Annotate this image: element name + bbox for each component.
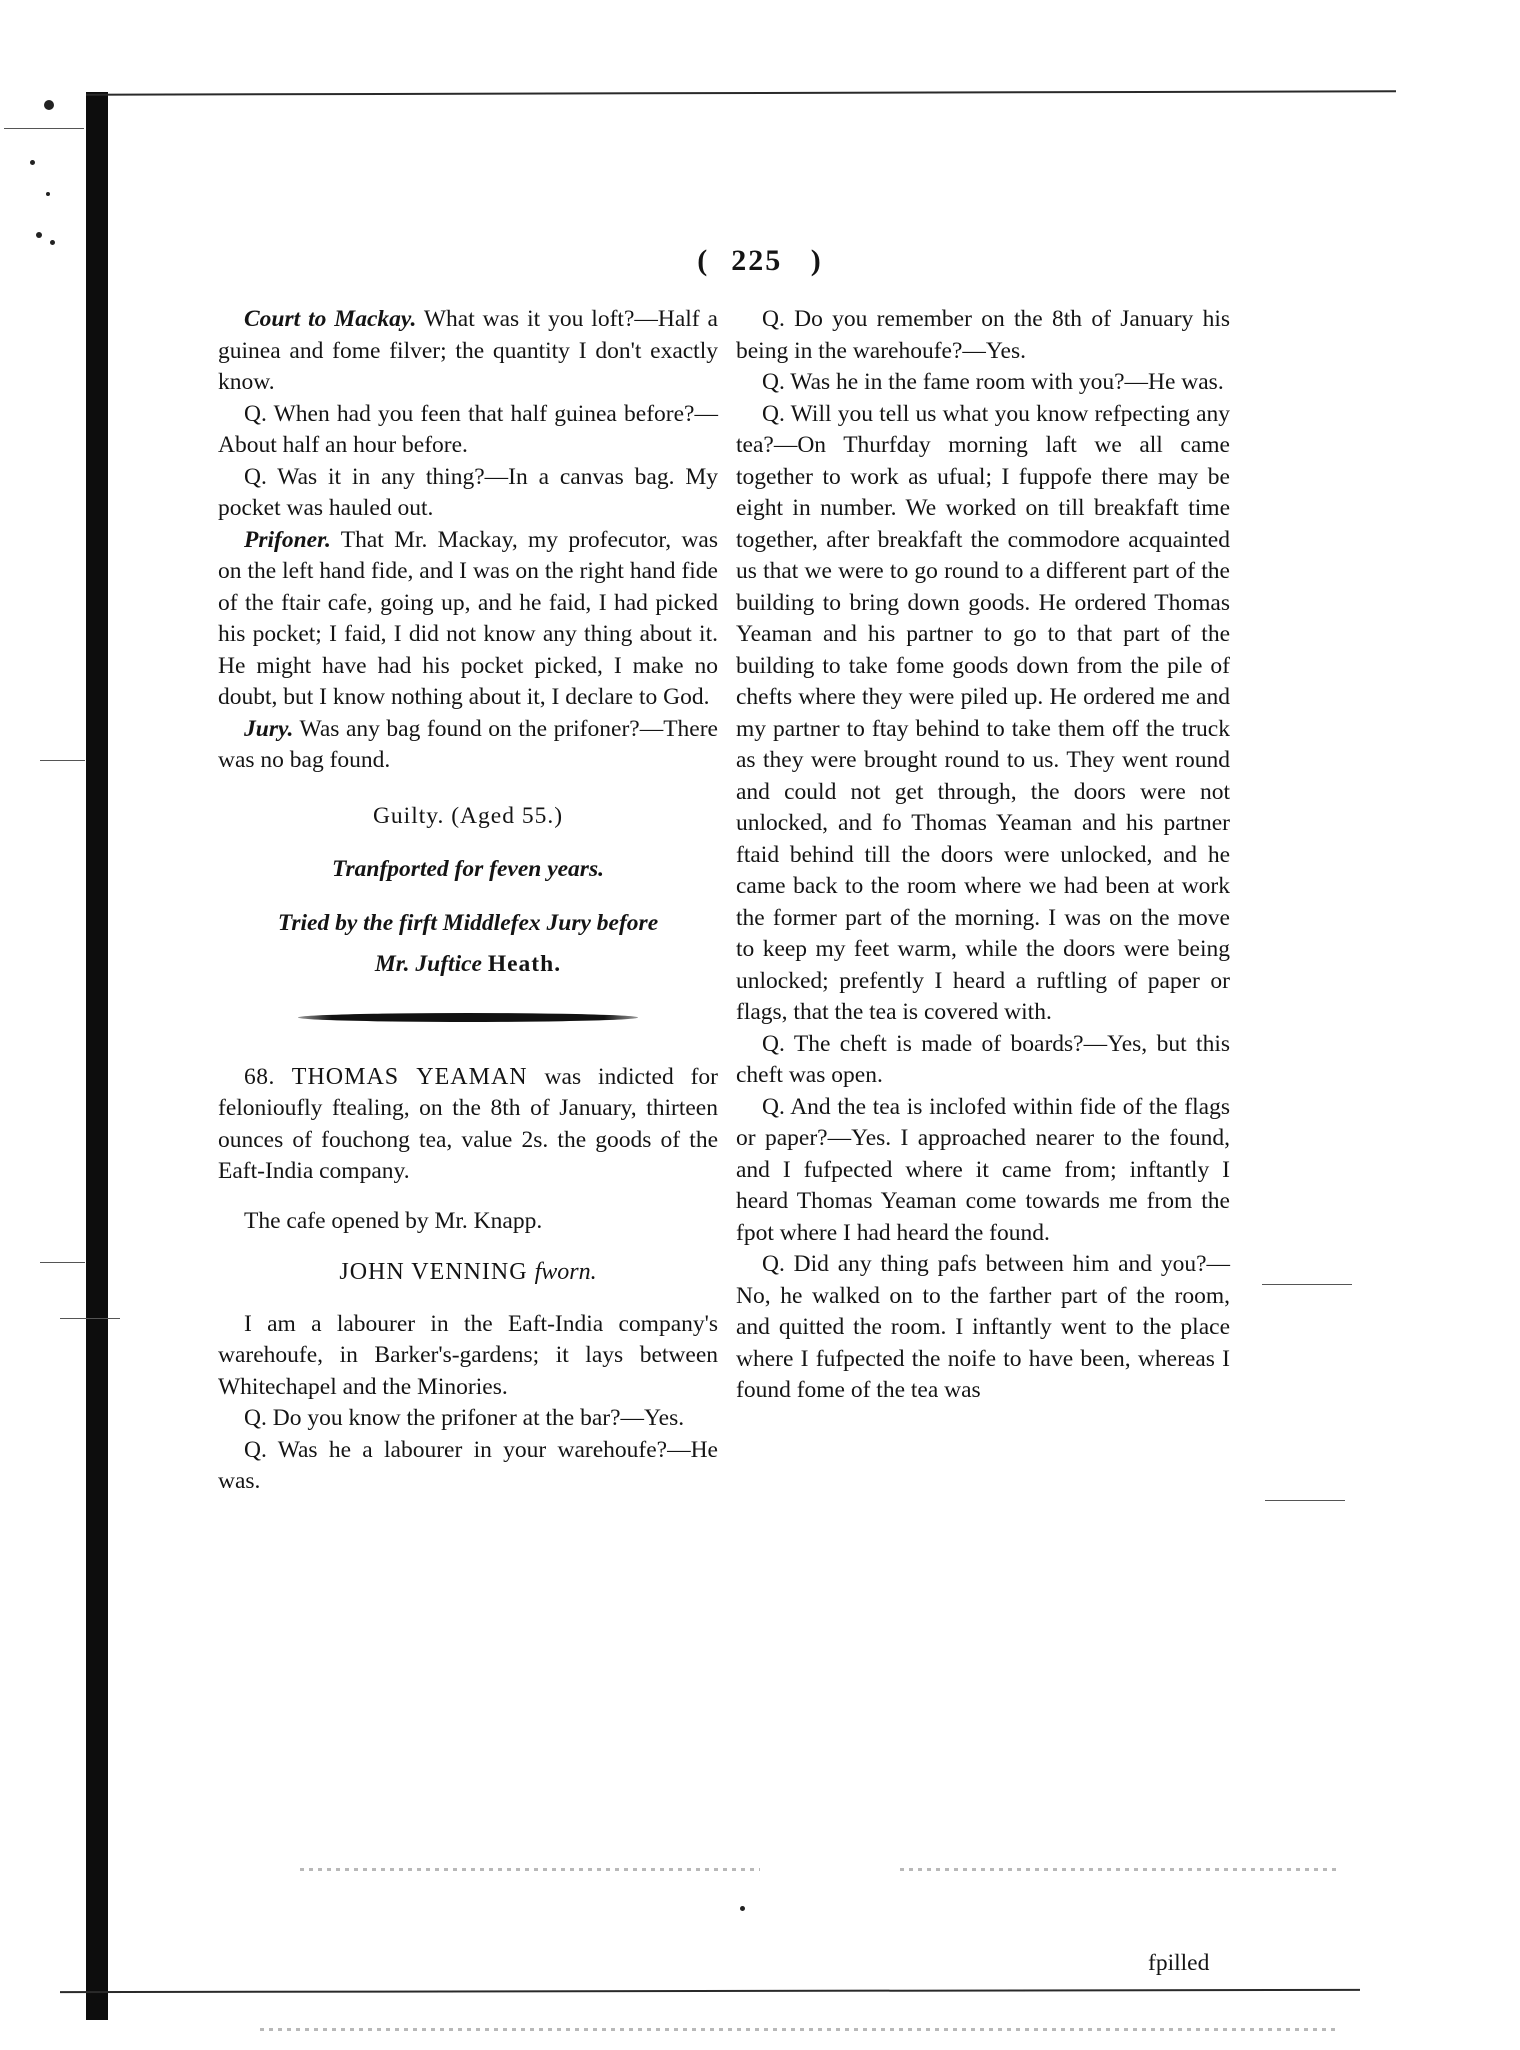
defendant-name: THOMAS YEAMAN (291, 1063, 528, 1090)
speaker-label: Prifoner. (244, 526, 331, 553)
right-column (736, 304, 1230, 1407)
margin-speck (36, 232, 42, 238)
scan-noise (900, 1868, 1340, 1871)
paragraph (218, 304, 718, 399)
paragraph-text: Was any bag found on the prifoner?—There was no bag found. (218, 715, 718, 773)
scan-noise (260, 2028, 1340, 2031)
question-paragraph: Q. And the tea is inclofed within fide of the flags or paper?—Yes. I approached nearer to the found, and I fufpected where it came from; inftantly I heard Thomas Yeaman come towards me from the fpot where I had heard the found. (736, 1093, 1230, 1246)
witness-sworn: fworn. (534, 1259, 597, 1285)
testimony-paragraph: I am a labourer in the Eaft-India company's warehoufe, in Barker's-gardens; it lays between Whitechapel and the Minories. (218, 1310, 718, 1400)
section-divider (298, 1013, 638, 1022)
case-opened: The cafe opened by Mr. Knapp. (244, 1207, 543, 1234)
left-margin-rule (4, 128, 84, 129)
page-number: ( 225 ) (697, 244, 823, 277)
margin-rule-right-1 (1262, 1284, 1352, 1285)
paragraph-text: That Mr. Mackay, my profecutor, was on the left hand fide, and I was on the right hand fide of the ftair cafe, going up, and he faid, I had picked his pocket; I faid, I did not know any thing about it. He might have had his pocket picked, I make no doubt, but I know nothing about it, I declare to God. (218, 526, 718, 710)
catchword: fpilled (1148, 1950, 1210, 1976)
margin-rule-right-2 (1265, 1500, 1345, 1501)
margin-speck (740, 1906, 745, 1911)
paragraph (218, 714, 718, 777)
bottom-rule (60, 1989, 1360, 1993)
page-number-value: 225 (731, 244, 783, 277)
judge-line (218, 949, 718, 981)
question-paragraph: Q. Was it in any thing?—In a canvas bag. My pocket was hauled out. (218, 463, 718, 521)
judge-name: Heath. (487, 951, 562, 977)
case-number: 68. (244, 1063, 275, 1090)
question-paragraph: Q. Was he a labourer in your warehoufe?—He was. (218, 1436, 718, 1494)
speaker-label: Jury. (244, 715, 294, 742)
judge-title: Mr. Juftice (374, 951, 482, 977)
question-paragraph: Q. Do you remember on the 8th of January his being in the warehoufe?—Yes. (736, 306, 1230, 364)
sentence-line: Tranfported for feven years. (332, 856, 604, 882)
paragraph (218, 525, 718, 714)
question-paragraph: Q. Do you know the prifoner at the bar?—Yes. (244, 1405, 685, 1431)
witness-heading (218, 1257, 718, 1289)
scan-noise (300, 1868, 760, 1871)
question-paragraph: Q. Did any thing pafs between him and you?—No, he walked on to the farther part of the room, and quitted the room. I inftantly went to the place where I fufpected the noife to have been, whereas I found fome of the tea was (736, 1251, 1230, 1403)
left-column (218, 304, 718, 1498)
indictment-text: was indicted for felonioufly ftealing, on the 8th of January, thirteen ounces of fouchong tea, value 2s. the goods of the Eaft-India company. (218, 1063, 719, 1184)
margin-speck (44, 100, 54, 110)
witness-name: JOHN VENNING (339, 1259, 528, 1285)
footer-rule (60, 1318, 120, 1319)
verdict: Guilty. (Aged 55.) (372, 802, 564, 829)
question-paragraph: Q. Was he in the fame room with you?—He was. (762, 369, 1224, 395)
top-rule (86, 90, 1396, 95)
margin-speck (46, 192, 50, 196)
case-heading (218, 1062, 718, 1188)
binding-shadow (86, 92, 108, 2020)
paragraph-text: What was it you loft?—Half a guinea and fome filver; the quantity I don't exactly know. (218, 306, 718, 395)
margin-rule-left-2 (40, 1262, 85, 1263)
question-paragraph: Q. When had you feen that half guinea before?—About half an hour before. (218, 400, 718, 458)
speaker-label: Court to Mackay. (244, 306, 417, 332)
margin-speck (30, 160, 35, 165)
tried-line: Tried by the firft Middlefex Jury before (277, 909, 659, 936)
question-paragraph: Q. The cheft is made of boards?—Yes, but this cheft was open. (736, 1030, 1230, 1088)
margin-rule-left-1 (40, 760, 85, 761)
question-paragraph: Q. Will you tell us what you know refpecting any tea?—On Thurfday morning laft we all came together to work as ufual; I fuppofe there may be eight in number. We worked on till breakfaft time together, after breakfaft the commodore acquainted us that we were to go round to a different part of the building to bring down goods. He ordered Thomas Yeaman and his partner to go to that part of the building to take fome goods down from the pile of chefts where they were piled up. He ordered me and my partner to ftay behind to take them off the truck as they were brought round to us. They went round and could not get through, the doors were not unlocked, and fo Thomas Yeaman and his partner ftaid behind till the doors were unlocked, and he came back to the room where we had been at work the former part of the morning. I was on the move to keep my feet warm, while the doors were being unlocked; prefently I heard a ruftling of paper or flags, that the tea is covered with. (736, 400, 1230, 1025)
